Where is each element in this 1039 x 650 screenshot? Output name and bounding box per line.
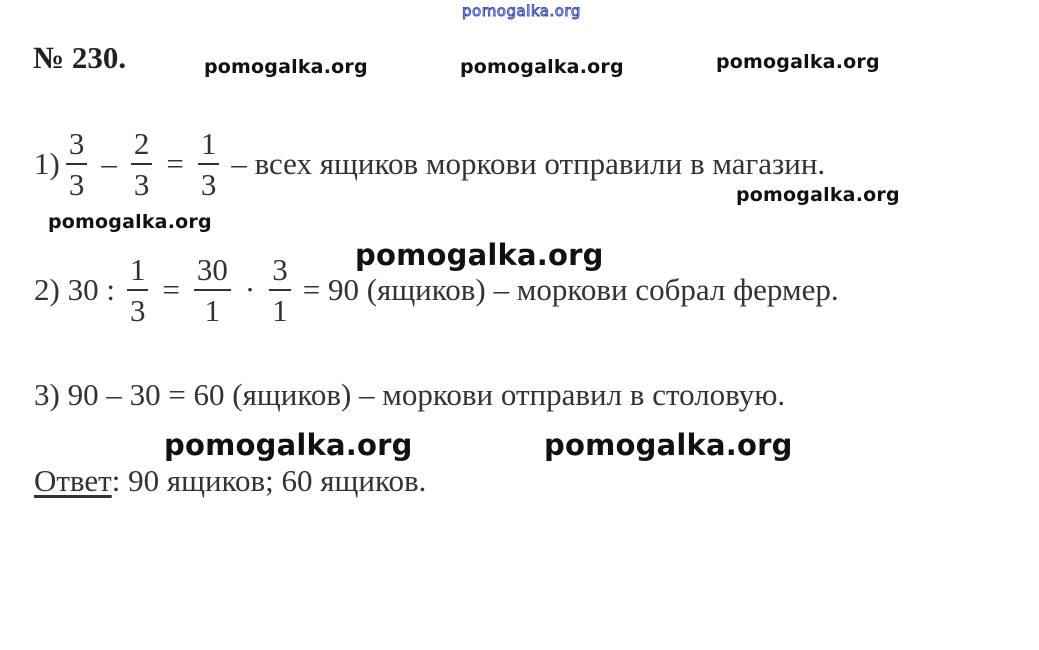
denominator: 1: [272, 293, 288, 328]
fraction: [127, 254, 149, 326]
denominator: 3: [129, 293, 146, 328]
numerator: 30: [196, 252, 228, 287]
answer-label: Ответ: [34, 463, 112, 498]
equals-sign: =: [166, 146, 184, 181]
step-index: 1): [34, 146, 60, 181]
denominator: 1: [204, 293, 221, 328]
watermark: pomogalka.org: [164, 428, 413, 462]
watermark: pomogalka.org: [355, 238, 604, 272]
watermark: pomogalka.org: [716, 51, 880, 73]
numerator: 1: [200, 126, 217, 161]
fraction: [269, 254, 291, 326]
numerator: 3: [272, 252, 288, 287]
denominator: 3: [68, 167, 85, 202]
equals-sign: =: [162, 272, 180, 307]
step-text: – всех ящиков моркови отправили в магазин.: [231, 146, 826, 181]
step-text: = 90 (ящиков) – моркови собрал фермер.: [302, 272, 839, 307]
answer-text: : 90 ящиков; 60 ящиков.: [111, 463, 427, 498]
multiply-dot: ·: [244, 272, 256, 307]
solution-step-3: [34, 377, 785, 413]
numerator: 1: [129, 252, 146, 287]
watermark: pomogalka.org: [48, 211, 212, 233]
denominator: 3: [133, 167, 150, 202]
watermark-top: pomogalka.org: [462, 2, 581, 20]
fraction: [194, 254, 231, 326]
watermark: pomogalka.org: [544, 428, 793, 462]
numerator: 3: [68, 126, 85, 161]
watermark: pomogalka.org: [204, 56, 368, 78]
step-text: 3) 90 – 30 = 60 (ящиков) – моркови отправил в столовую.: [34, 377, 786, 412]
solution-step-1: [34, 128, 825, 200]
minus-sign: –: [101, 146, 117, 181]
fraction: [66, 128, 88, 200]
watermark: pomogalka.org: [736, 184, 900, 206]
fraction: [198, 128, 220, 200]
numerator: 2: [133, 126, 150, 161]
problem-title: № 230.: [33, 40, 127, 75]
fraction: [131, 128, 153, 200]
denominator: 3: [200, 167, 217, 202]
answer-line: [34, 463, 426, 499]
step-prefix: 2) 30 :: [34, 272, 115, 307]
solution-step-2: [34, 254, 839, 326]
watermark: pomogalka.org: [460, 56, 624, 78]
